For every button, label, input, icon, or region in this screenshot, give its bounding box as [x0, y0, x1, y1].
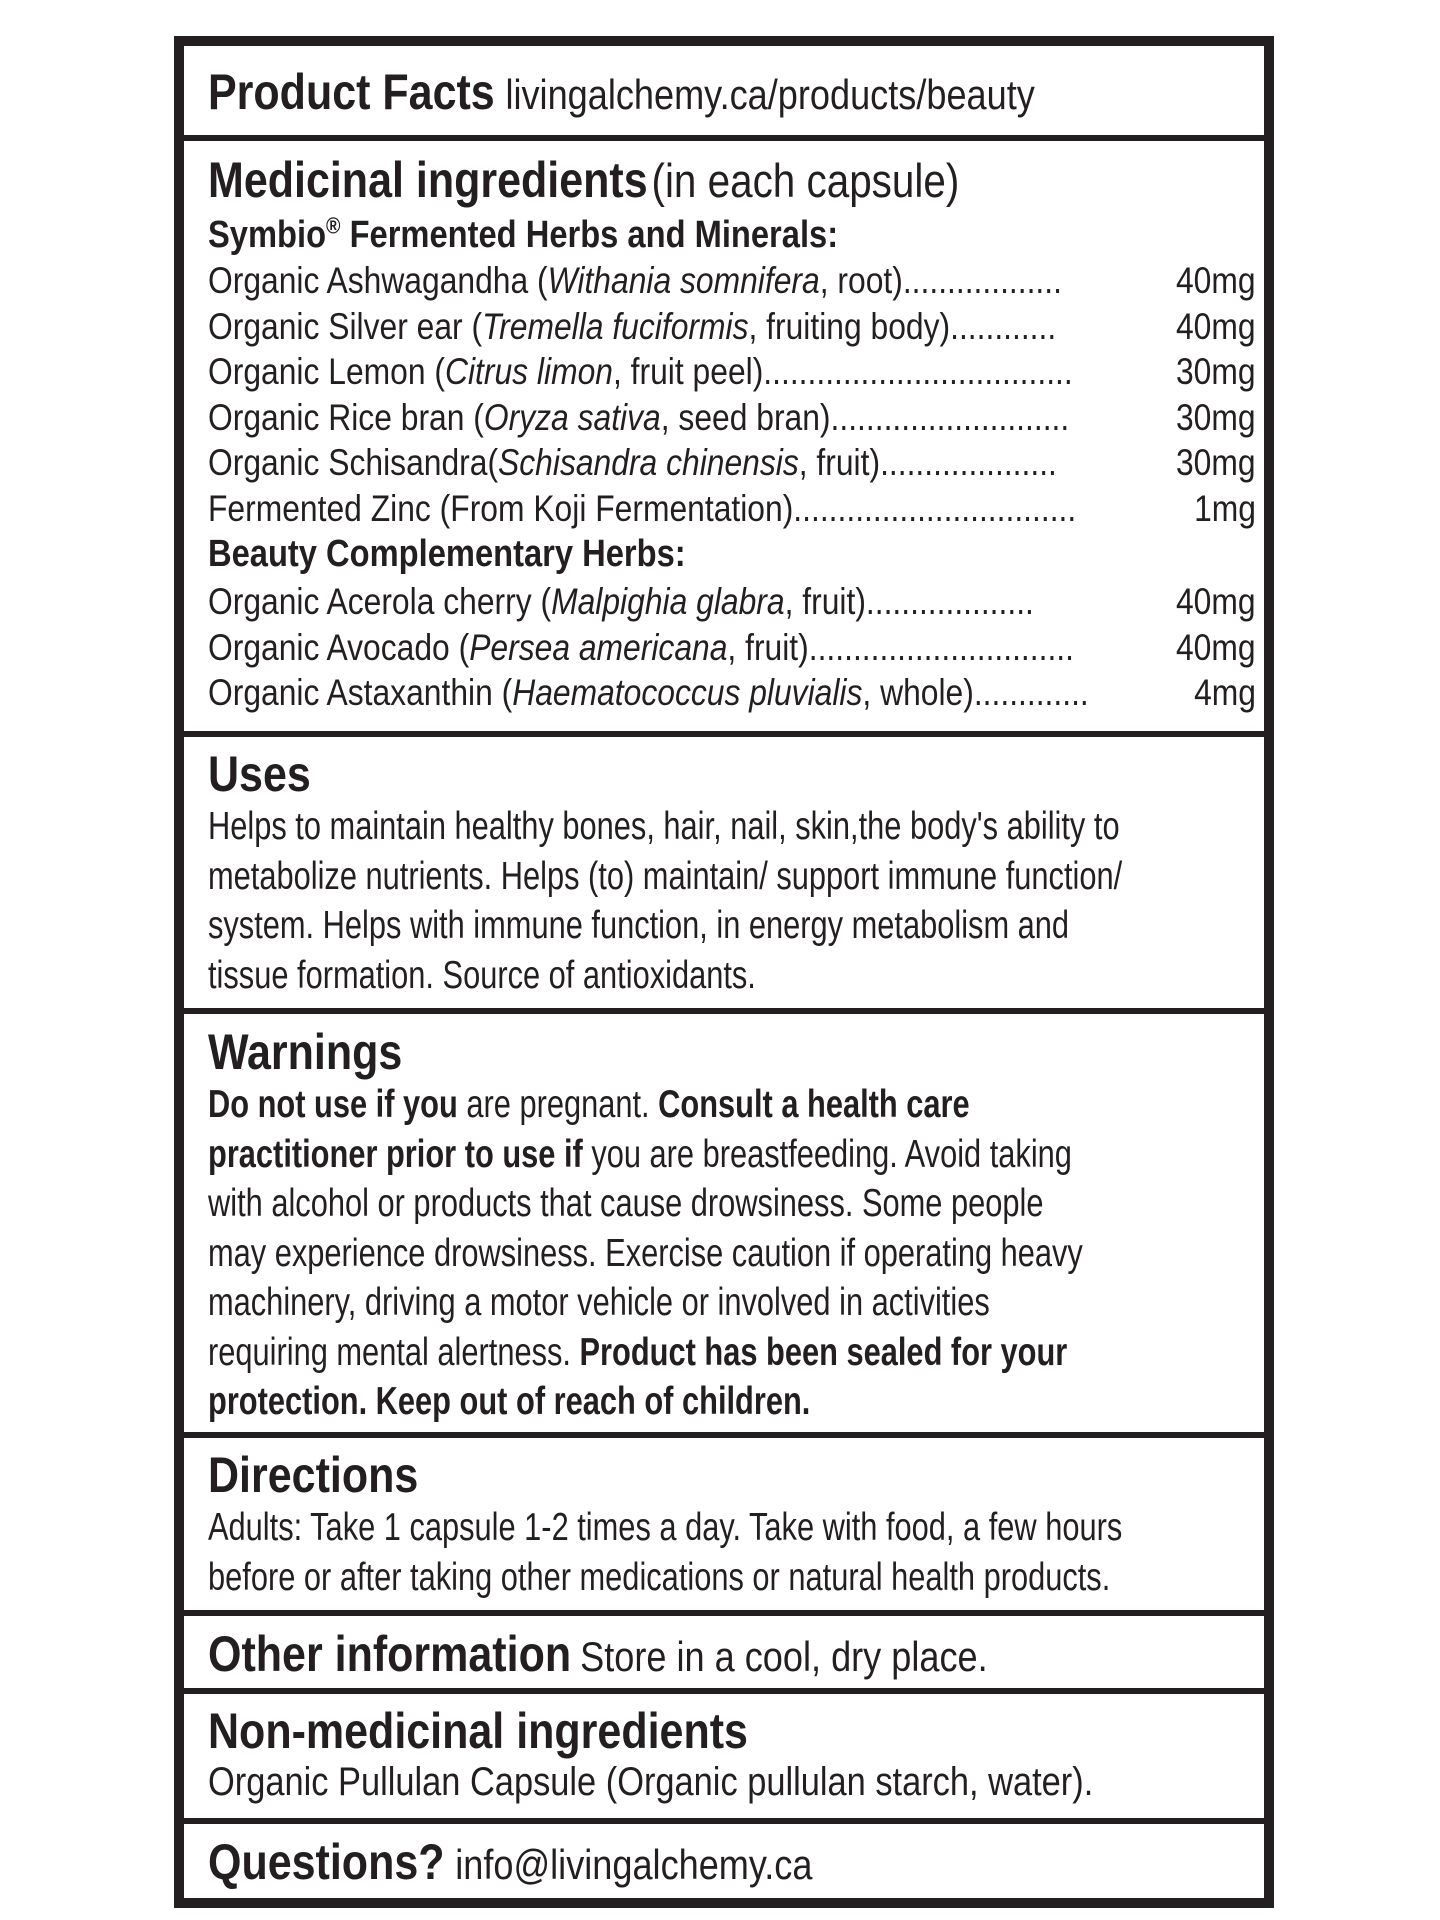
other-info-section	[184, 1626, 1264, 1682]
leader-dots: ...........................	[830, 396, 1070, 438]
divider	[184, 1818, 1264, 1824]
contact-email[interactable]: info@livingalchemy.ca	[455, 1841, 813, 1888]
uses-title: Uses	[208, 746, 311, 802]
ingredient-row	[208, 349, 1256, 395]
medicinal-section	[184, 152, 1256, 716]
non-medicinal-title: Non-medicinal ingredients	[208, 1703, 748, 1759]
ingredient-amount: 40mg	[1176, 305, 1256, 347]
group2-list	[208, 579, 1256, 716]
ingredient-amount: 40mg	[1176, 626, 1256, 668]
directions-section	[184, 1447, 1264, 1602]
ingredient-row	[208, 258, 1256, 304]
divider	[184, 731, 1264, 737]
ingredient-amount: 1mg	[1194, 487, 1256, 529]
divider	[184, 135, 1264, 141]
warnings-title: Warnings	[208, 1024, 403, 1080]
panel-title: Product Facts	[208, 64, 495, 120]
ingredient-name: Organic Ashwagandha (Withania somnifera, root)..................	[208, 260, 1062, 301]
ingredient-amount: 4mg	[1194, 672, 1256, 713]
ingredient-row	[208, 304, 1256, 350]
ingredient-name: Organic Schisandra(Schisandra chinensis, fruit)....................	[208, 442, 1057, 483]
ingredient-row	[208, 486, 1256, 532]
ingredient-name: Organic Avocado (Persea americana, fruit)..............................	[208, 626, 1074, 668]
leader-dots: ....................	[880, 442, 1057, 483]
group2-heading: Beauty Complementary Herbs:	[208, 533, 686, 575]
ingredient-amount: 30mg	[1176, 442, 1256, 483]
ingredient-amount: 40mg	[1176, 581, 1256, 622]
other-info-text: Store in a cool, dry place.	[580, 1633, 988, 1680]
divider	[184, 1432, 1264, 1438]
ingredient-name: Organic Rice bran (Oryza sativa, seed bran)...........................	[208, 396, 1070, 438]
ingredient-amount: 30mg	[1176, 396, 1256, 438]
leader-dots: ..............................	[808, 626, 1074, 668]
non-medicinal-section	[184, 1703, 1264, 1805]
leader-dots: .............	[973, 672, 1089, 713]
divider	[184, 1688, 1264, 1694]
ingredient-name: Organic Silver ear (Tremella fuciformis, fruiting body)............	[208, 305, 1057, 347]
ingredient-row	[208, 395, 1256, 441]
ingredient-name: Organic Lemon (Citrus limon, fruit peel)...................................	[208, 351, 1073, 392]
leader-dots: ..................	[902, 260, 1062, 301]
leader-dots: ...................................	[763, 351, 1073, 392]
ingredient-row	[208, 670, 1256, 716]
group1-heading: Symbio® Fermented Herbs and Minerals:	[208, 212, 839, 256]
medicinal-title: Medicinal ingredients	[208, 152, 648, 208]
non-medicinal-text: Organic Pullulan Capsule (Organic pullulan starch, water).	[208, 1760, 1094, 1804]
ingredient-name: Organic Astaxanthin (Haematococcus pluvialis, whole).............	[208, 672, 1089, 713]
leader-dots: ...................	[865, 581, 1034, 622]
directions-text: Adults: Take 1 capsule 1-2 times a day. Take with food, a few hours before or after taking other medications or natural health products.	[208, 1506, 1123, 1599]
warnings-text: Do not use if you are pregnant. Consult a health care practitioner prior to use if you are breastfeeding. Avoid taking with alcohol or products that cause drowsiness. Some people may experience drowsiness. Exercise caution if operating heavy machinery, driving a motor vehicle or involved in activities requiring mental alertness. Product has been sealed for your protection. Keep out of reach of children.	[208, 1083, 1083, 1423]
directions-title: Directions	[208, 1447, 419, 1503]
leader-dots: ................................	[793, 487, 1077, 529]
ingredient-name: Fermented Zinc (From Koji Fermentation)................................	[208, 487, 1077, 529]
uses-section	[184, 746, 1264, 1000]
ingredient-amount: 30mg	[1176, 351, 1256, 392]
group1-list	[208, 258, 1256, 531]
questions-title: Questions?	[208, 1834, 445, 1890]
ingredient-name: Organic Acerola cherry (Malpighia glabra, fruit)...................	[208, 581, 1034, 622]
divider	[184, 1008, 1264, 1014]
questions-section	[184, 1834, 1264, 1890]
medicinal-qualifier: (in each capsule)	[651, 154, 960, 207]
ingredient-row	[208, 440, 1256, 486]
uses-text: Helps to maintain healthy bones, hair, nail, skin,the body's ability to metabolize nutrients. Helps (to) maintain/ support immune function/ system. Helps with immune function, in energy metabolism and tissue formation. Source of antioxidants.	[208, 805, 1123, 997]
ingredient-row	[208, 625, 1256, 671]
product-url[interactable]: livingalchemy.ca/products/beauty	[505, 71, 1035, 118]
ingredient-row	[208, 579, 1256, 625]
product-facts-panel	[174, 36, 1274, 1908]
divider	[184, 1610, 1264, 1616]
other-info-title: Other information	[208, 1626, 572, 1682]
header-section	[184, 64, 1264, 120]
ingredient-amount: 40mg	[1176, 260, 1256, 301]
leader-dots: ............	[950, 305, 1057, 347]
warnings-section	[184, 1024, 1264, 1427]
